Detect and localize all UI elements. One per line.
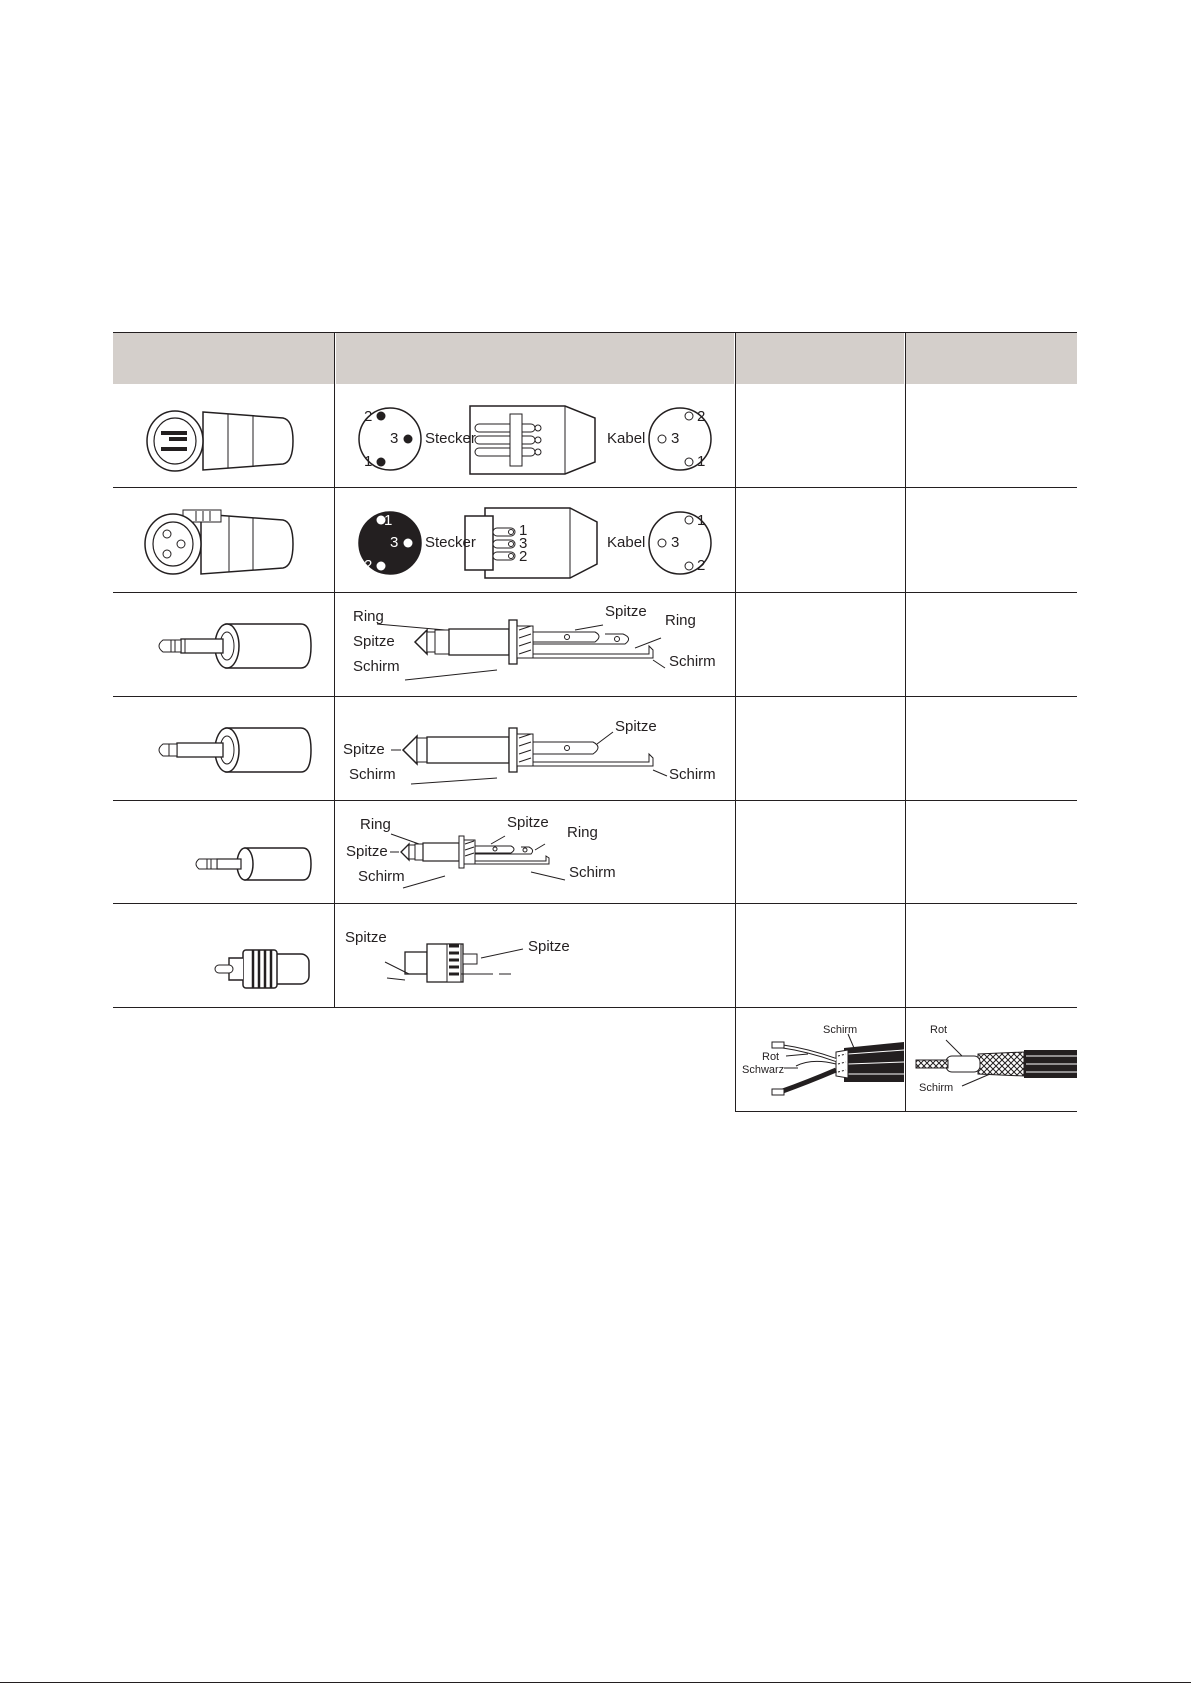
header-cell-balanced — [736, 332, 904, 384]
minijack-connector-icon — [187, 844, 313, 884]
plug-label: Stecker — [425, 430, 476, 447]
rca-wiring — [335, 912, 735, 1002]
tip-label: Spitze — [528, 938, 570, 955]
minijack-wiring — [335, 808, 735, 898]
tip-label: Spitze — [605, 603, 647, 620]
red-wire-label: Rot — [762, 1051, 780, 1063]
pin-label-1: 1 — [697, 453, 706, 470]
black-wire-label: Schwarz — [742, 1064, 785, 1076]
wire-label-1: 1 — [519, 522, 528, 539]
xlr-male-wiring — [335, 396, 735, 482]
row-rule — [113, 800, 1077, 801]
header-cell-connector — [113, 332, 334, 384]
row-rule — [113, 1007, 1077, 1008]
ring-label: Ring — [665, 612, 696, 629]
cable-row-bottom-rule — [735, 1111, 1077, 1112]
jack-stereo-wiring — [335, 600, 735, 690]
row-rule — [113, 696, 1077, 697]
jack-mono-wiring — [335, 704, 735, 794]
wire-label-2: 2 — [519, 548, 528, 565]
table-top-rule — [113, 332, 1077, 333]
pin-label-2: 2 — [697, 408, 706, 425]
wire-label-3: 3 — [519, 535, 528, 552]
xlr-female-connector-icon — [141, 508, 313, 580]
xlr-male-connector-icon — [143, 406, 313, 476]
shield-label: Schirm — [919, 1082, 954, 1094]
cable-label: Kabel — [607, 430, 646, 447]
column-rule — [735, 332, 736, 1112]
row-rule — [113, 592, 1077, 593]
ring-label: Ring — [567, 824, 598, 841]
column-rule — [905, 332, 906, 1112]
pin-label-1: 1 — [364, 453, 373, 470]
jack-stereo-connector-icon — [141, 616, 313, 676]
red-wire-label: Rot — [930, 1024, 948, 1036]
balanced-cable-diagram — [736, 1012, 904, 1110]
pin-label-1: 1 — [384, 512, 393, 529]
pin-label-2: 2 — [364, 557, 373, 574]
tip-label: Spitze — [507, 814, 549, 831]
shield-label: Schirm — [669, 653, 716, 670]
rca-connector-icon — [207, 944, 317, 994]
ring-label: Ring — [360, 816, 391, 833]
xlr-female-wiring — [335, 500, 735, 586]
tip-label: Spitze — [343, 741, 385, 758]
plug-label: Stecker — [425, 534, 476, 551]
shield-label: Schirm — [823, 1024, 858, 1036]
row-rule — [113, 487, 1077, 488]
pin-label-3: 3 — [390, 534, 399, 551]
page-bottom-rule — [0, 1682, 1191, 1683]
shield-label: Schirm — [669, 766, 716, 783]
ring-label: Ring — [353, 608, 384, 625]
shield-label: Schirm — [353, 658, 400, 675]
shield-label: Schirm — [569, 864, 616, 881]
pin-label-3: 3 — [671, 430, 680, 447]
pin-label-3: 3 — [390, 430, 399, 447]
header-cell-unbalanced — [906, 332, 1077, 384]
pin-label-2: 2 — [364, 408, 373, 425]
unbalanced-cable-diagram — [906, 1012, 1077, 1110]
tip-label: Spitze — [345, 929, 387, 946]
shield-label: Schirm — [349, 766, 396, 783]
pin-label-1: 1 — [697, 512, 706, 529]
tip-label: Spitze — [346, 843, 388, 860]
tip-label: Spitze — [353, 633, 395, 650]
pin-label-3: 3 — [671, 534, 680, 551]
cable-label: Kabel — [607, 534, 646, 551]
header-cell-wiring — [336, 332, 734, 384]
jack-mono-connector-icon — [141, 720, 313, 780]
pin-label-2: 2 — [697, 557, 706, 574]
row-rule — [113, 903, 1077, 904]
tip-label: Spitze — [615, 718, 657, 735]
shield-label: Schirm — [358, 868, 405, 885]
